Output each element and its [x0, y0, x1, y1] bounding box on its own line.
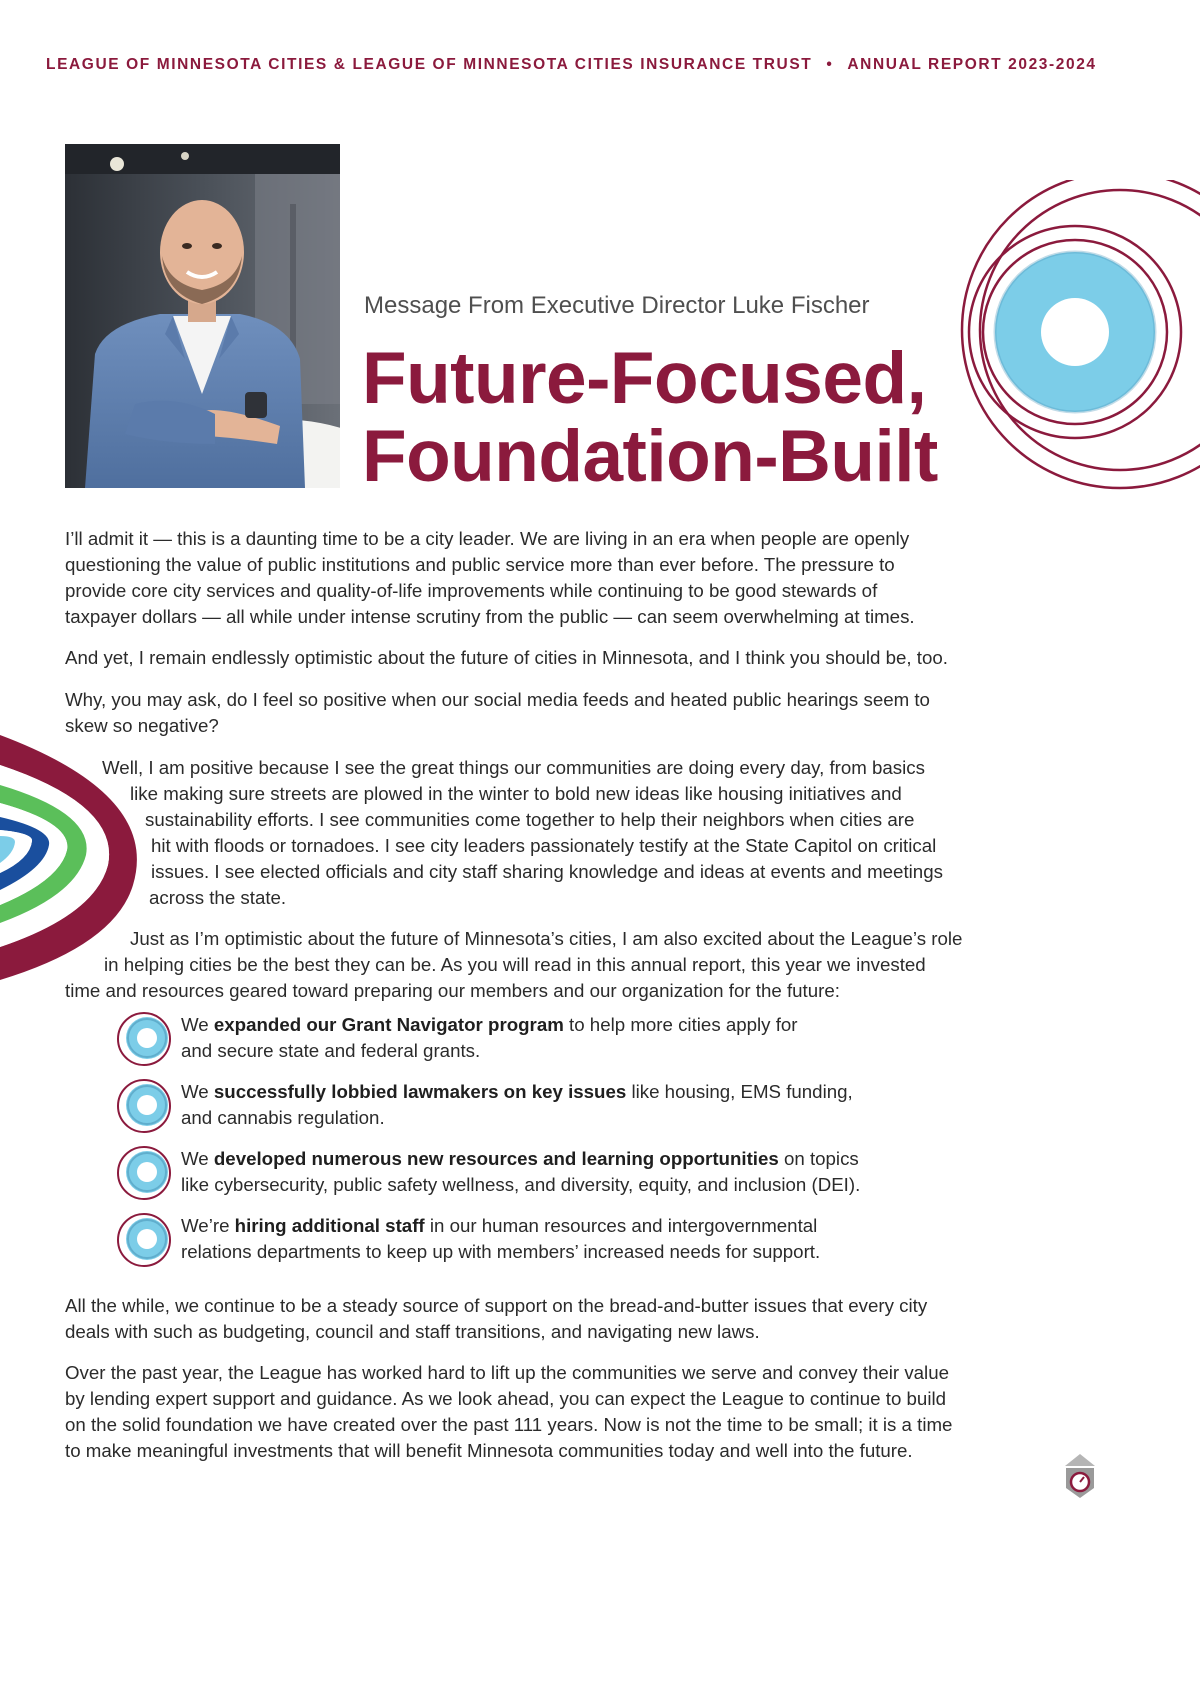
text-line: to make meaningful investments that will benefit Minnesota communities today and well into the future.	[65, 1440, 913, 1461]
target-bullet-icon	[116, 1078, 172, 1141]
title-line-2: Foundation-Built	[362, 416, 938, 497]
header-organization: LEAGUE OF MINNESOTA CITIES & LEAGUE OF MINNESOTA CITIES INSURANCE TRUST	[46, 56, 813, 73]
text-line: I’ll admit it — this is a daunting time to be a city leader. We are living in an era when people are openly	[65, 528, 910, 549]
bullet-item	[116, 1145, 1116, 1203]
bullet-line-2: and secure state and federal grants.	[181, 1040, 481, 1061]
text-line: Just as I’m optimistic about the future of Minnesota’s cities, I am also excited about the League’s role	[130, 928, 963, 949]
bullet-emphasis: expanded our Grant Navigator program	[213, 1014, 564, 1035]
target-bullet-icon	[116, 1145, 172, 1208]
text-line: issues. I see elected officials and city staff sharing knowledge and ideas at events and meetings	[151, 861, 943, 882]
concentric-rings-graphic	[960, 180, 1200, 515]
bullet-item	[116, 1011, 1116, 1069]
text-line: like making sure streets are plowed in the winter to bold new ideas like housing initiatives and	[130, 783, 902, 804]
text-line: hit with floods or tornadoes. I see city leaders passionately testify at the State Capitol on critical	[151, 835, 937, 856]
bullet-tail: on topics	[778, 1148, 859, 1169]
text-line: sustainability efforts. I see communities come together to help their neighbors when cities are	[145, 809, 915, 830]
bullet-lead: We	[181, 1148, 214, 1169]
text-line: deals with such as budgeting, council and staff transitions, and navigating new laws.	[65, 1321, 760, 1342]
text-line: taxpayer dollars — all while under intense scrutiny from the public — can seem overwhelming at times.	[65, 606, 915, 627]
bullet-line-2: like cybersecurity, public safety wellness, and diversity, equity, and inclusion (DEI).	[181, 1174, 861, 1195]
bullet-line-2: and cannabis regulation.	[181, 1107, 385, 1128]
header-report-title: ANNUAL REPORT 2023-2024	[847, 56, 1097, 73]
text-line: by lending expert support and guidance. As we look ahead, you can expect the League to continue to build	[65, 1388, 947, 1409]
bullet-item	[116, 1078, 1116, 1136]
text-line: in helping cities be the best they can be. As you will read in this annual report, this year we invested	[104, 954, 926, 975]
bullet-lead: We	[181, 1014, 214, 1035]
text-line: skew so negative?	[65, 715, 219, 736]
text-line: time and resources geared toward preparing our members and our organization for the future:	[65, 980, 840, 1001]
bullet-text	[181, 1146, 860, 1198]
bullet-emphasis: hiring additional staff	[234, 1215, 425, 1236]
bullet-emphasis: successfully lobbied lawmakers on key issues	[213, 1081, 627, 1102]
text-line: on the solid foundation we have created over the past 111 years. Now is not the time to be small; it is a time	[65, 1414, 953, 1435]
text-line: across the state.	[149, 887, 287, 908]
running-header	[46, 56, 1156, 74]
target-bullet-icon	[116, 1212, 172, 1275]
bullet-text	[181, 1213, 820, 1265]
bullet-lead: We	[181, 1081, 214, 1102]
header-separator: •	[826, 56, 834, 73]
article-title	[362, 340, 938, 496]
bullet-tail: to help more cities apply for	[563, 1014, 798, 1035]
bullet-tail: like housing, EMS funding,	[626, 1081, 853, 1102]
target-bullet-icon	[116, 1011, 172, 1074]
bullet-text	[181, 1012, 798, 1064]
bullet-text	[181, 1079, 853, 1131]
text-line: questioning the value of public institutions and public service more than ever before. The pressure to	[65, 554, 895, 575]
bullet-item	[116, 1212, 1116, 1270]
bullet-tail: in our human resources and intergovernmental	[424, 1215, 818, 1236]
bullet-emphasis: developed numerous new resources and learning opportunities	[213, 1148, 779, 1169]
paragraph-optimism: And yet, I remain endlessly optimistic about the future of cities in Minnesota, and I think you should be, too.	[65, 647, 948, 668]
text-line: Why, you may ask, do I feel so positive when our social media feeds and heated public hearings seem to	[65, 689, 930, 710]
text-line: All the while, we continue to be a steady source of support on the bread-and-butter issues that every city	[65, 1295, 928, 1316]
bullet-lead: We’re	[181, 1215, 235, 1236]
article-kicker: Message From Executive Director Luke Fischer	[364, 292, 870, 319]
text-line: provide core city services and quality-of-life improvements while continuing to be good stewards of	[65, 580, 878, 601]
bullet-line-2: relations departments to keep up with members’ increased needs for support.	[181, 1241, 821, 1262]
home-gauge-icon	[1063, 1452, 1097, 1505]
title-line-1: Future-Focused,	[362, 338, 927, 419]
executive-director-photo	[65, 144, 340, 488]
text-line: Well, I am positive because I see the great things our communities are doing every day, from basics	[102, 757, 925, 778]
text-line: Over the past year, the League has worked hard to lift up the communities we serve and convey their value	[65, 1362, 949, 1383]
